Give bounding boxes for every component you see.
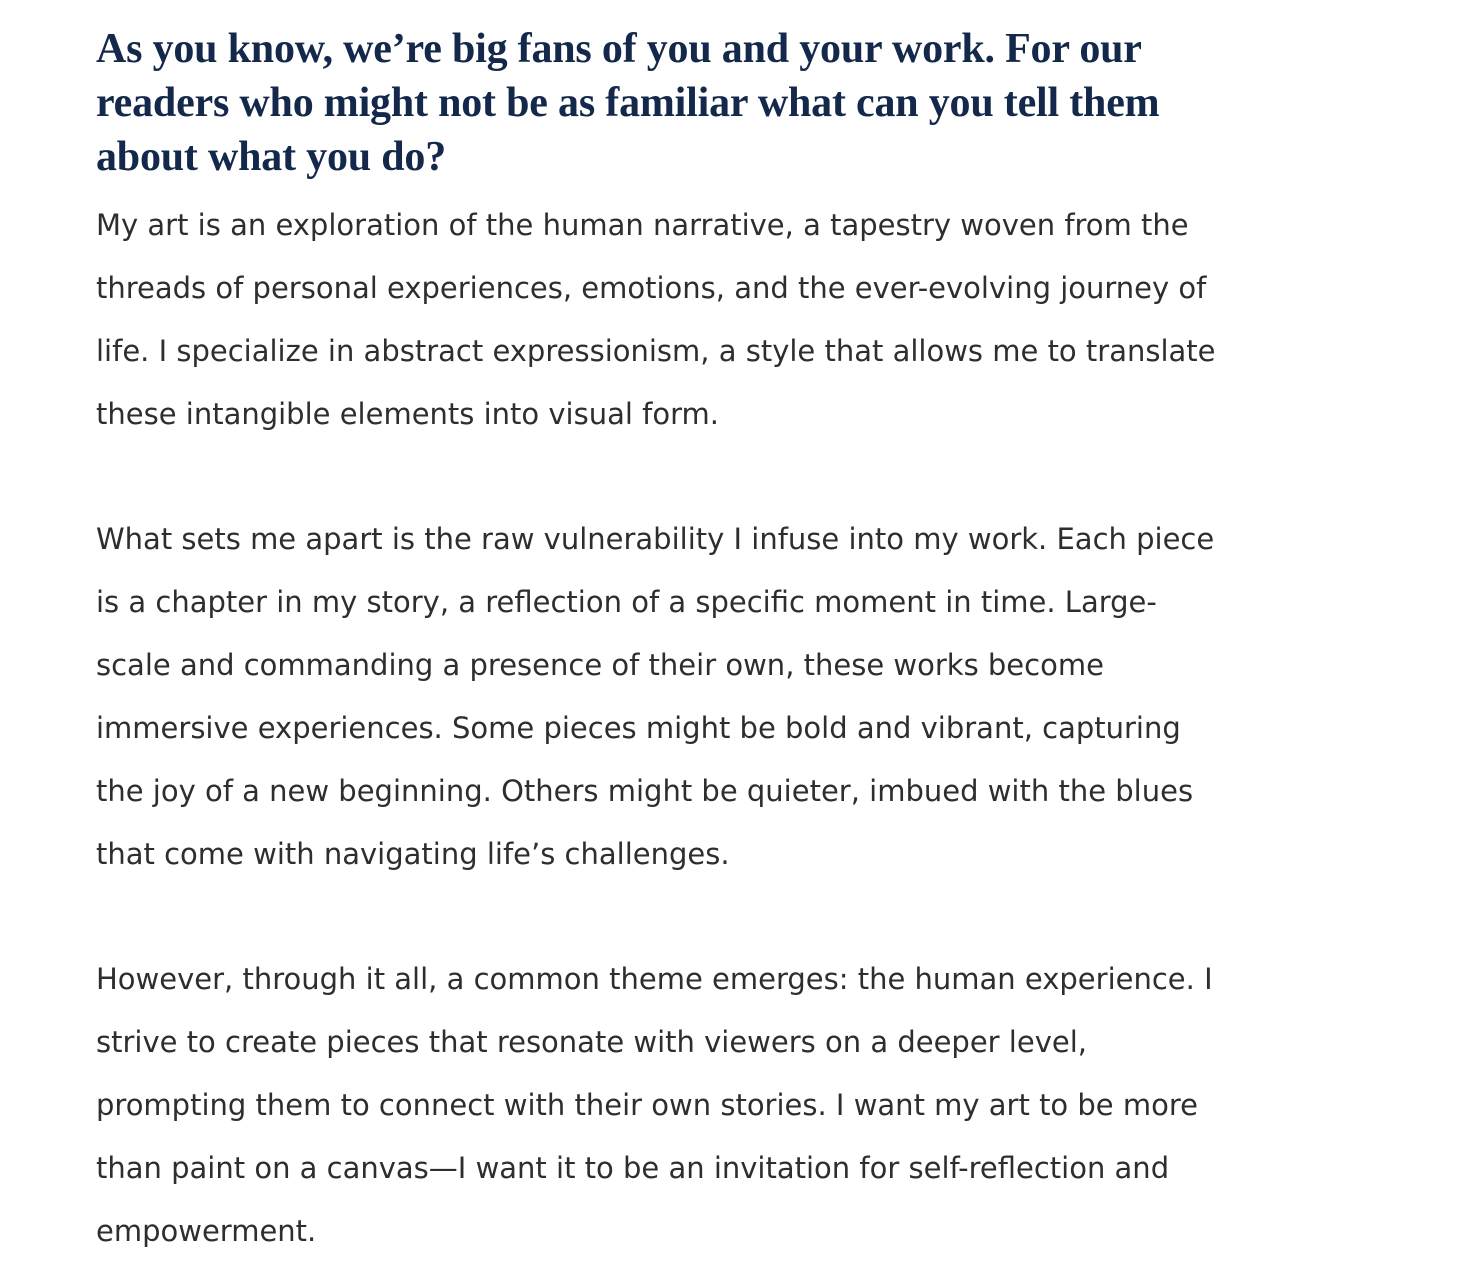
interview-article bbox=[96, 22, 1336, 1263]
answer-paragraph-1 bbox=[96, 194, 1336, 446]
answer-paragraph-2 bbox=[96, 508, 1336, 886]
answer-line: than paint on a canvas—I want it to be an invitation for self-reflection and bbox=[96, 1151, 1170, 1185]
answer-paragraph-3 bbox=[96, 948, 1336, 1263]
answer-line: that come with navigating life’s challenges. bbox=[96, 837, 730, 871]
answer-line: life. I specialize in abstract expressionism, a style that allows me to translate bbox=[96, 334, 1216, 368]
question-line: readers who might not be as familiar what can you tell them bbox=[96, 80, 1160, 126]
answer-line: is a chapter in my story, a reflection of a specific moment in time. Large- bbox=[96, 585, 1157, 619]
answer-line: However, through it all, a common theme emerges: the human experience. I bbox=[96, 962, 1213, 996]
answer-line: threads of personal experiences, emotions, and the ever-evolving journey of bbox=[96, 271, 1207, 305]
interview-question bbox=[96, 22, 1336, 184]
question-line: As you know, we’re big fans of you and your work. For our bbox=[96, 26, 1142, 72]
answer-line: these intangible elements into visual form. bbox=[96, 397, 719, 431]
question-line: about what you do? bbox=[96, 134, 446, 180]
answer-line: prompting them to connect with their own stories. I want my art to be more bbox=[96, 1088, 1198, 1122]
answer-line: the joy of a new beginning. Others might be quieter, imbued with the blues bbox=[96, 774, 1194, 808]
answer-line: empowerment. bbox=[96, 1214, 317, 1248]
answer-line: strive to create pieces that resonate with viewers on a deeper level, bbox=[96, 1025, 1087, 1059]
answer-line: scale and commanding a presence of their own, these works become bbox=[96, 648, 1104, 682]
answer-line: immersive experiences. Some pieces might be bold and vibrant, capturing bbox=[96, 711, 1181, 745]
answer-line: What sets me apart is the raw vulnerability I infuse into my work. Each piece bbox=[96, 522, 1215, 556]
answer-line: My art is an exploration of the human narrative, a tapestry woven from the bbox=[96, 208, 1189, 242]
